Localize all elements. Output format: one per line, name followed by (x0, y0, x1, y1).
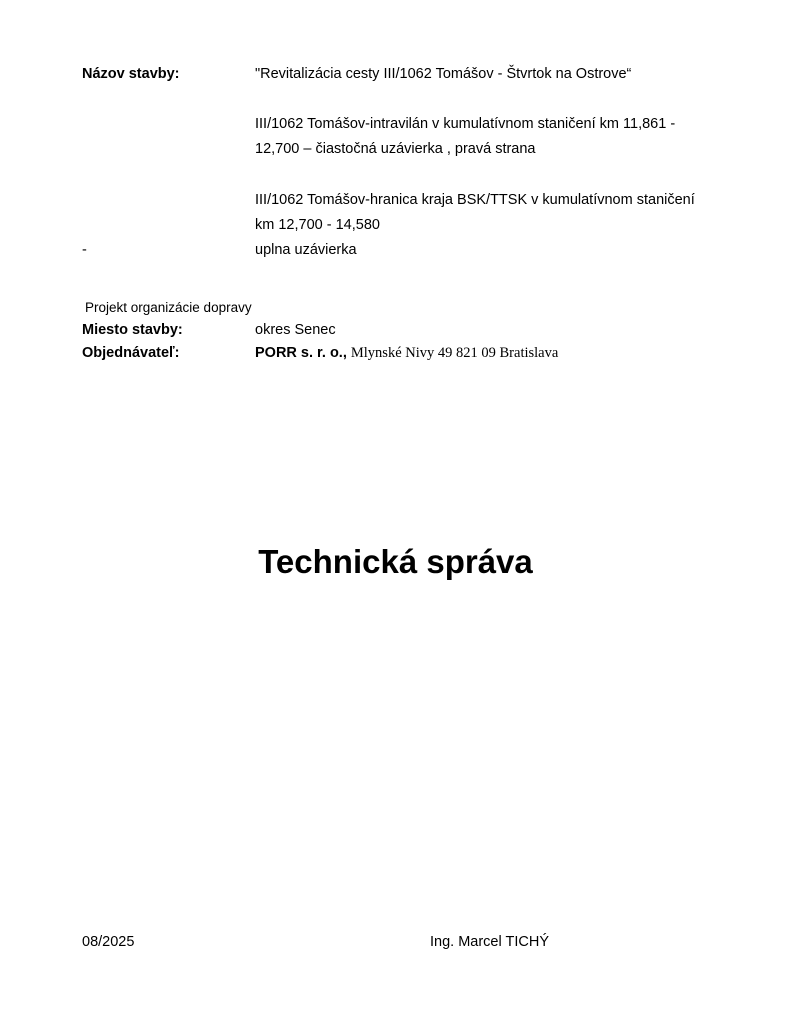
dash-marker: - (82, 242, 87, 258)
site-location-label: Miesto stavby: (82, 322, 183, 338)
spacer-2 (82, 162, 702, 188)
client-company-address: Mlynské Nivy 49 821 09 Bratislava (350, 345, 559, 361)
page-title: Technická správa (258, 543, 533, 580)
site-location-row (82, 322, 702, 345)
section-paragraph-3-row (82, 238, 702, 263)
page-footer (0, 934, 791, 956)
spacer-1 (82, 86, 702, 112)
client-company-name: PORR s. r. o., (255, 345, 347, 361)
section-paragraph-2-row (82, 188, 702, 238)
document-header-block (82, 62, 702, 263)
construction-name-label: Názov stavby: (82, 66, 180, 82)
construction-name-row (82, 62, 702, 86)
client-row (82, 345, 702, 368)
construction-name-value: "Revitalizácia cesty III/1062 Tomášov - Štvrtok na Ostrove“ (255, 66, 632, 82)
section-paragraph-1-row (82, 112, 702, 162)
section-paragraph-3: uplna uzávierka (255, 242, 357, 258)
site-location-value: okres Senec (255, 322, 336, 338)
footer-author: Ing. Marcel TICHÝ (430, 934, 549, 950)
footer-date: 08/2025 (82, 934, 135, 950)
project-subtitle: Projekt organizácie dopravy (85, 300, 252, 315)
info-block (82, 322, 702, 368)
section-paragraph-2: III/1062 Tomášov-hranica kraja BSK/TTSK v kumulatívnom staničení km 12,700 - 14,580 (255, 192, 695, 233)
section-paragraph-1: III/1062 Tomášov-intravilán v kumulatívnom staničení km 11,861 - 12,700 – čiastočná uzávierka , pravá strana (255, 116, 676, 157)
client-value (255, 345, 558, 362)
client-label: Objednávateľ: (82, 345, 180, 361)
